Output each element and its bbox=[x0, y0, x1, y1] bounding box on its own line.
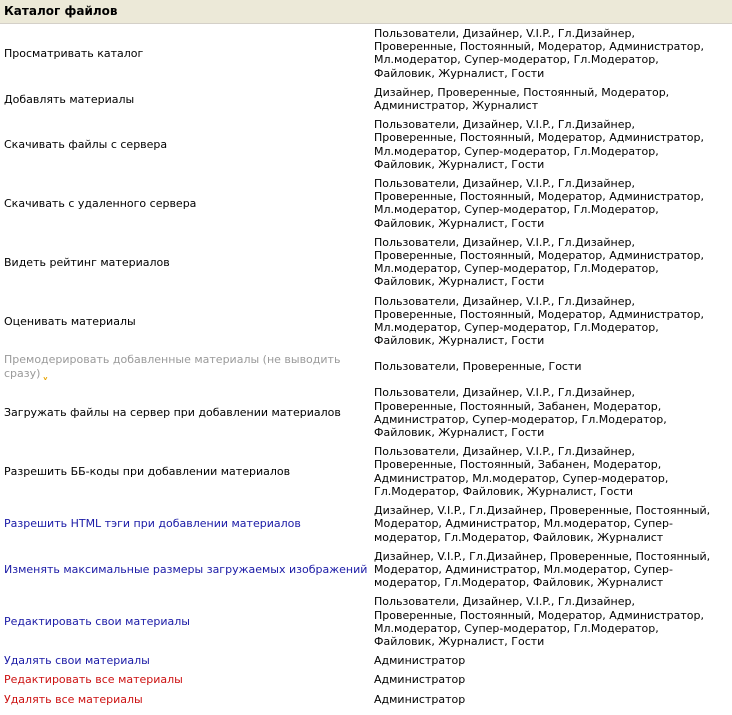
permission-groups: Дизайнер, V.I.P., Гл.Дизайнер, Проверенные, Постоянный, Модератор, Администратор, Мл.модератор, Супер-модератор, Гл.Модератор, Файловик, Журналист bbox=[374, 504, 711, 544]
permission-name-cell bbox=[0, 292, 374, 351]
permission-label: Загружать файлы на сервер при добавлении материалов bbox=[4, 406, 341, 420]
help-icon[interactable]: ˬ bbox=[42, 366, 49, 381]
section-header bbox=[0, 0, 732, 24]
permission-label: Скачивать с удаленного сервера bbox=[4, 196, 197, 210]
permission-groups: Дизайнер, V.I.P., Гл.Дизайнер, Проверенные, Постоянный, Модератор, Администратор, Мл.модератор, Супер-модератор, Гл.Модератор, Файловик, Журналист bbox=[374, 549, 711, 590]
permission-label: Просматривать каталог bbox=[4, 46, 144, 60]
permission-name-cell bbox=[0, 350, 374, 383]
permission-row bbox=[0, 690, 732, 709]
permission-name-cell bbox=[0, 115, 374, 174]
permission-groups: Администратор bbox=[374, 692, 466, 706]
permission-row bbox=[0, 592, 732, 651]
permission-groups: Пользователи, Дизайнер, V.I.P., Гл.Дизайнер, Проверенные, Постоянный, Модератор, Администратор, Мл.модератор, Супер-модератор, Гл.Модератор, Файловик, Журналист, Гости bbox=[374, 118, 704, 171]
permission-groups: Пользователи, Дизайнер, V.I.P., Гл.Дизайнер, Проверенные, Постоянный, Модератор, Администратор, Мл.модератор, Супер-модератор, Гл.Модератор, Файловик, Журналист, Гости bbox=[374, 177, 704, 230]
permission-groups: Пользователи, Дизайнер, V.I.P., Гл.Дизайнер, Проверенные, Постоянный, Забанен, Модератор, Администратор, Супер-модератор, Гл.Модератор, Файловик, Журналист, Гости bbox=[374, 386, 667, 440]
permission-row bbox=[0, 83, 732, 115]
permission-row bbox=[0, 651, 732, 670]
permission-name-cell bbox=[0, 233, 374, 292]
permissions-table bbox=[0, 24, 732, 709]
permission-row bbox=[0, 174, 732, 233]
permission-label: Удалять все материалы bbox=[4, 692, 143, 706]
permission-label: Разрешить ББ-коды при добавлении материалов bbox=[4, 465, 291, 479]
permission-label: Разрешить HTML тэги при добавлении материалов bbox=[4, 517, 301, 531]
section-title: Каталог файлов bbox=[4, 4, 118, 18]
permission-label: Изменять максимальные размеры загружаемых изображений bbox=[4, 563, 368, 576]
permission-groups: Дизайнер, Проверенные, Постоянный, Модератор, Администратор, Журналист bbox=[374, 85, 670, 113]
permission-groups: Пользователи, Дизайнер, V.I.P., Гл.Дизайнер, Проверенные, Постоянный, Забанен, Модератор, Администратор, Мл.модератор, Супер-модератор, Гл.Модератор, Файловик, Журналист, Гости bbox=[374, 445, 669, 498]
permission-row bbox=[0, 442, 732, 501]
permission-row bbox=[0, 233, 732, 292]
permission-groups: Пользователи, Дизайнер, V.I.P., Гл.Дизайнер, Проверенные, Постоянный, Модератор, Администратор, Мл.модератор, Супер-модератор, Гл.Модератор, Файловик, Журналист, Гости bbox=[374, 235, 704, 289]
permission-name-cell bbox=[0, 24, 374, 83]
permission-row bbox=[0, 115, 732, 174]
permission-name-cell bbox=[0, 83, 374, 115]
permission-label: Оценивать материалы bbox=[4, 314, 136, 328]
permission-row bbox=[0, 292, 732, 351]
permission-name-cell bbox=[0, 670, 374, 689]
permission-name-cell bbox=[0, 547, 374, 593]
permission-groups: Администратор bbox=[374, 673, 466, 687]
permission-row bbox=[0, 547, 732, 593]
permission-row bbox=[0, 501, 732, 547]
permission-label: Премодерировать добавленные материалы (не выводить сразу) bbox=[4, 353, 341, 381]
permission-name-cell bbox=[0, 501, 374, 547]
permission-groups: Пользователи, Дизайнер, V.I.P., Гл.Дизайнер, Проверенные, Постоянный, Модератор, Администратор, Мл.модератор, Супер-модератор, Гл.Модератор, Файловик, Журналист, Гости bbox=[374, 27, 704, 80]
permission-label: Добавлять материалы bbox=[4, 92, 135, 106]
permission-row bbox=[0, 670, 732, 689]
permission-label: Видеть рейтинг материалов bbox=[4, 255, 170, 269]
permission-name-cell bbox=[0, 592, 374, 651]
permission-label: Редактировать свои материалы bbox=[4, 615, 190, 629]
permission-groups: Администратор bbox=[374, 654, 466, 668]
permission-name-cell bbox=[0, 383, 374, 442]
permission-label: Скачивать файлы с сервера bbox=[4, 138, 168, 152]
permission-groups: Пользователи, Дизайнер, V.I.P., Гл.Дизайнер, Проверенные, Постоянный, Модератор, Администратор, Мл.модератор, Супер-модератор, Гл.Модератор, Файловик, Журналист, Гости bbox=[374, 294, 704, 348]
permission-label: Редактировать все материалы bbox=[4, 673, 183, 687]
permission-label: Удалять свои материалы bbox=[4, 654, 150, 668]
permission-name-cell bbox=[0, 651, 374, 670]
permission-row bbox=[0, 350, 732, 383]
permission-row bbox=[0, 383, 732, 442]
permission-name-cell bbox=[0, 442, 374, 501]
permission-name-cell bbox=[0, 690, 374, 709]
permission-groups: Пользователи, Проверенные, Гости bbox=[374, 360, 582, 374]
permission-row bbox=[0, 24, 732, 83]
permission-groups: Пользователи, Дизайнер, V.I.P., Гл.Дизайнер, Проверенные, Постоянный, Модератор, Администратор, Мл.модератор, Супер-модератор, Гл.Модератор, Файловик, Журналист, Гости bbox=[374, 595, 704, 648]
permission-name-cell bbox=[0, 174, 374, 233]
